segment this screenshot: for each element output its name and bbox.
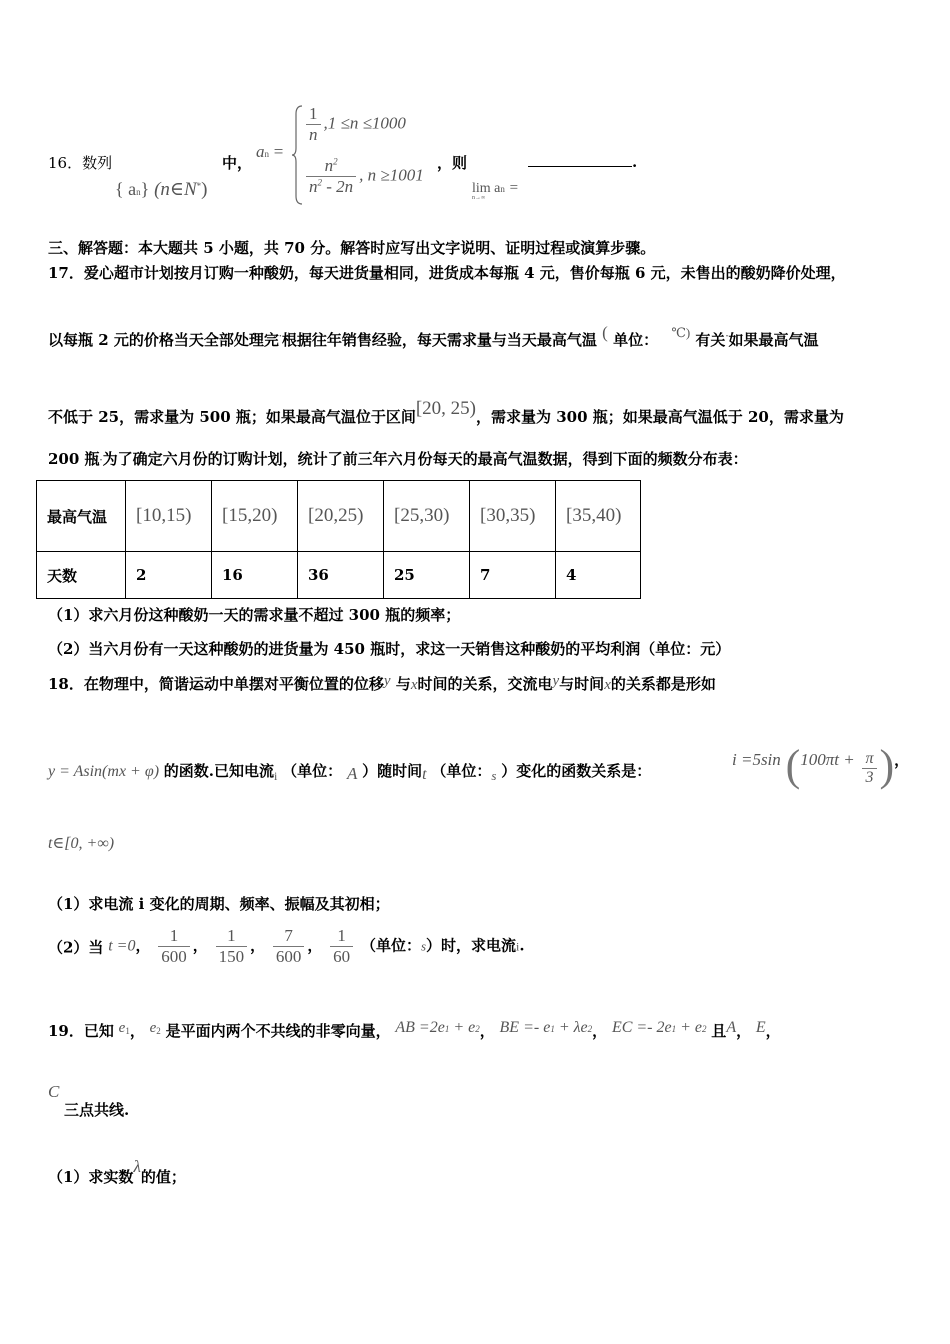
q16-case-1: $\frac{1}{n}$ ,1 ≤n ≤1000 xyxy=(303,104,406,145)
table-days-cell: 2 xyxy=(126,552,212,599)
frequency-table xyxy=(36,480,641,599)
section-3-heading: 三、解答题：本大题共 5 小题，共 70 分。解答时应写出文字说明、证明过程或演算步骤。 xyxy=(48,239,656,257)
q17-line-1: 17．爱心超市计划按月订购一种酸奶，每天进货量相同，进货成本每瓶 4 元，售价每瓶 6 元，未售出的酸奶降价处理， xyxy=(48,264,846,282)
q18-frac: $\frac{1}{150}$ xyxy=(216,926,248,967)
q16-answer-blank[interactable]: . xyxy=(528,152,637,171)
table-interval-cell: [25,30) xyxy=(384,481,470,552)
q19-collinear-text: 三点共线. xyxy=(64,1101,130,1119)
q16-sequence: { an} (n∈N*) xyxy=(115,179,208,200)
q18-line-1: 18．在物理中，简谐运动中单摆对平衡位置的位移y 与x时间的关系，交流电y与时间x的关系都是形如 xyxy=(48,673,716,693)
table-interval-cell: [20,25) xyxy=(298,481,384,552)
q18-line-2: y = Asin(mx + φ) 的函数.已知电流$_i$ （单位： A ）随时间t （单位：s ）变化的函数关系是： xyxy=(48,762,652,783)
table-interval-cell: [15,20) xyxy=(212,481,298,552)
q16-then-text: ，则 xyxy=(437,154,468,172)
q16-an-def: an = xyxy=(256,142,284,161)
table-days-cell: 4 xyxy=(556,552,641,599)
q18-sub-1: （1）求电流 i 变化的周期、频率、振幅及其初相； xyxy=(48,895,390,913)
table-header-cell: 最高气温 xyxy=(37,481,126,552)
q18-domain: t∈[0, +∞) xyxy=(48,835,115,852)
q16-label: 16．数列 xyxy=(48,154,113,172)
q18-sub-2: （2）当 t =0， $\frac{1}{600}$ ， $\frac{1}{150}$ ， $\frac{7}{600}$ ， $\frac{1}{60}$ （单位：s）时，求电流i. xyxy=(48,926,525,966)
q16-case-2: $\frac{n^2}{n^2 - 2n}$ , n ≥1001 xyxy=(303,156,424,197)
q17-line-3: 不低于 25，需求量为 500 瓶；如果最高气温位于区间[20, 25)，需求量为 300 瓶；如果最高气温低于 20，需求量为 xyxy=(48,398,844,426)
q17-line-2: 以每瓶 2 元的价格当天全部处理完·根据往年销售经验，每天需求量与当天最高气温 ( 单位： ℃) 有关·如果最高气温 xyxy=(48,323,819,349)
q17-sub-2: （2）当六月份有一天这种酸奶的进货量为 450 瓶时，求这一天销售这种酸奶的平均利润（单位：元） xyxy=(48,640,731,658)
table-interval-cell: [35,40) xyxy=(556,481,641,552)
q18-frac: $\frac{1}{600}$ xyxy=(158,926,190,967)
q19-line-1: 19．已知 e1， e2 是平面内两个不共线的非零向量， AB =2e1 + e2， BE =- e1 + λe2， EC =- 2e1 + e2 且A， E， xyxy=(48,1019,781,1040)
q18-current-function: i =5sin (100πt + $\frac{\pi}{3}$ )， xyxy=(732,741,910,790)
table-days-cell: 16 xyxy=(212,552,298,599)
q16-mid-text: 中， xyxy=(222,154,253,172)
table-interval-cell: [10,15) xyxy=(126,481,212,552)
table-days-cell: 7 xyxy=(470,552,556,599)
table-interval-cell: [30,35) xyxy=(470,481,556,552)
q19-sub-1: （1）求实数λ的值； xyxy=(48,1157,186,1186)
q18-frac: $\frac{7}{600}$ xyxy=(273,926,305,967)
table-days-cell: 36 xyxy=(298,552,384,599)
q19-point-c: C xyxy=(48,1082,60,1101)
q17-sub-1: （1）求六月份这种酸奶一天的需求量不超过 300 瓶的频率； xyxy=(48,606,461,624)
q18-frac: $\frac{1}{60}$ xyxy=(330,926,353,967)
q17-line-4: 200 瓶·为了确定六月份的订购计划，统计了前三年六月份每天的最高气温数据，得到下面的频数分布表： xyxy=(48,450,748,468)
table-row-label: 天数 xyxy=(37,552,126,599)
table-days-cell: 25 xyxy=(384,552,470,599)
q16-limit: lim an = n→∞ xyxy=(472,180,519,201)
